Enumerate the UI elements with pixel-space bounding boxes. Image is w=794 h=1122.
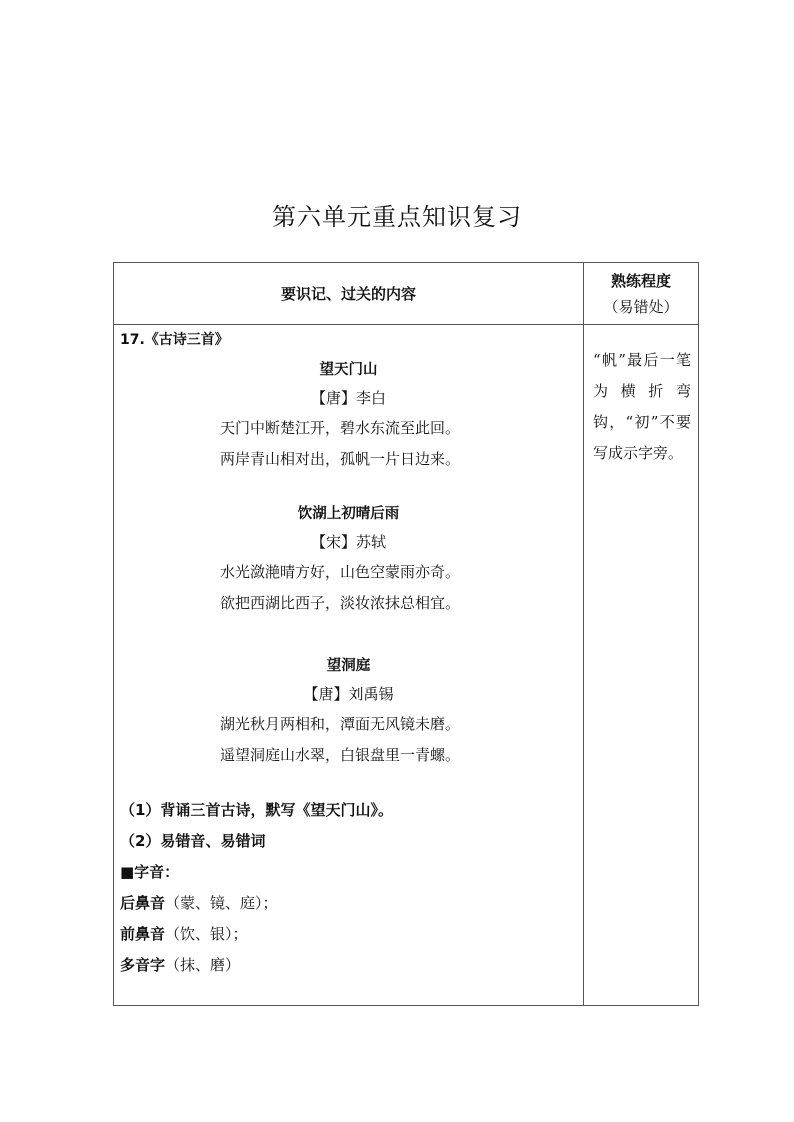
- error-note: “帆”最后一笔为横折弯钩，“初”不要写成示字旁。: [593, 351, 691, 462]
- poem-line: 遥望洞庭山水翠，白银盘里一青螺。: [220, 746, 461, 764]
- poem-2: [114, 501, 583, 619]
- note-text: （饮、银）；: [165, 925, 248, 943]
- poem-3: [114, 653, 583, 771]
- note-item: [114, 950, 583, 981]
- poem-1: [114, 357, 583, 475]
- table-header-row: [114, 263, 699, 325]
- poem-line: 水光潋滟晴方好，山色空蒙雨亦奇。: [220, 563, 461, 581]
- task-recite: （1）背诵三首古诗，默写《望天门山》。: [120, 801, 393, 819]
- poem-title: 望洞庭: [326, 658, 371, 674]
- header-level-subtitle: （易错处）: [603, 297, 679, 316]
- header-level-title: 熟练程度: [610, 271, 671, 290]
- note-text: （蒙、镜、庭）；: [165, 894, 278, 912]
- header-content-column: 要识记、过关的内容: [114, 263, 584, 325]
- page-title: 第六单元重点知识复习: [272, 203, 522, 231]
- poem-author: 【宋】苏轼: [310, 533, 386, 551]
- poem-line: 天门中断楚江开，碧水东流至此回。: [220, 419, 461, 437]
- level-cell: [584, 325, 699, 1006]
- table-body-row: [114, 325, 699, 1006]
- notes-heading: ■字音：: [120, 863, 180, 881]
- note-item: [114, 888, 583, 919]
- poem-title: 饮湖上初晴后雨: [297, 506, 400, 522]
- poem-author: 【唐】李白: [310, 389, 386, 407]
- note-item: [114, 919, 583, 950]
- note-lead: 前鼻音: [120, 925, 166, 943]
- note-lead: 后鼻音: [120, 894, 166, 912]
- task-error-prone: （2）易错音、易错词: [120, 832, 266, 850]
- note-text: （抹、磨）: [165, 956, 241, 974]
- review-table: [113, 262, 699, 1006]
- note-lead: 多音字: [120, 956, 166, 974]
- poem-line: 湖光秋月两相和，潭面无风镜未磨。: [220, 715, 461, 733]
- poem-title: 望天门山: [319, 362, 378, 378]
- poem-line: 两岸青山相对出，孤帆一片日边来。: [220, 450, 461, 468]
- lesson-title: 17.《古诗三首》: [120, 332, 229, 348]
- poem-author: 【唐】刘禹锡: [303, 685, 394, 703]
- content-cell: [114, 325, 584, 1006]
- header-level-column: [584, 263, 699, 325]
- poem-line: 欲把西湖比西子，淡妆浓抹总相宜。: [220, 594, 461, 612]
